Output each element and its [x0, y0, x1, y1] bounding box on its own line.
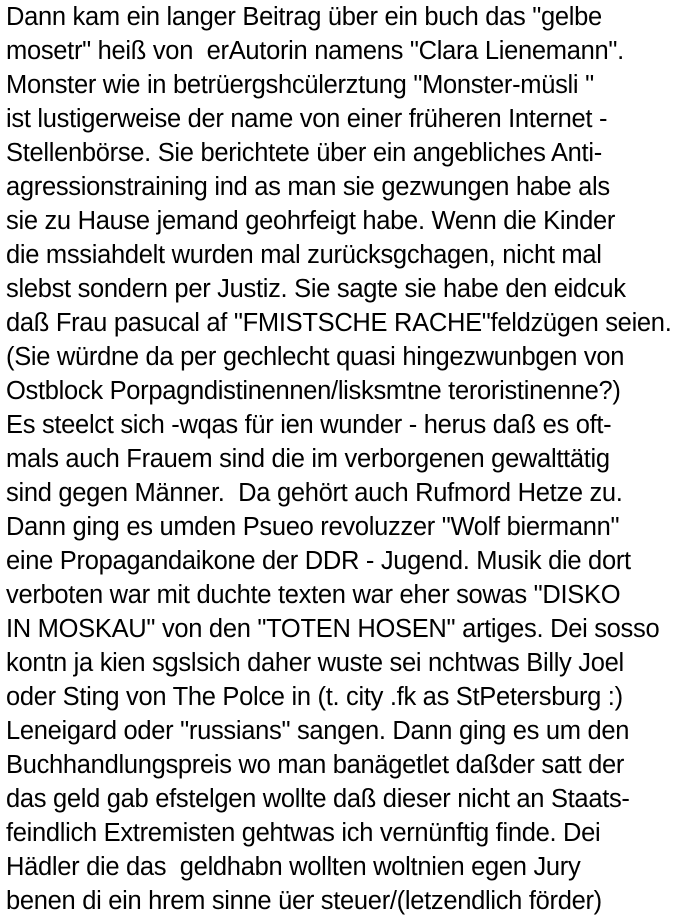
text-line: benen di ein hrem sinne üer steuer/(letzendlich förder)	[6, 887, 602, 915]
text-line: oder Sting von The Polce in (t. city .fk as StPetersburg :)	[6, 683, 623, 711]
text-line: Ostblock Porpagndistinennen/lisksmtne teroristinenne?)	[6, 377, 621, 405]
text-line: verboten war mit duchte texten war eher sowas "DISKO	[6, 581, 621, 609]
text-line: (Sie würdne da per gechlecht quasi hingezwunbgen von	[6, 343, 625, 371]
text-line: ist lustigerweise der name von einer früheren Internet -	[6, 105, 608, 133]
text-line: agressionstraining ind as man sie gezwungen habe als	[6, 173, 610, 201]
text-line: Buchhandlungspreis wo man banägetlet daßder satt der	[6, 751, 625, 779]
text-line: das geld gab efstelgen wollte daß dieser nicht an Staats-	[6, 785, 630, 813]
text-line: feindlich Extremisten gehtwas ich vernünftig finde. Dei	[6, 819, 601, 847]
text-line: Dann kam ein langer Beitrag über ein buch das "gelbe	[6, 3, 602, 31]
text-line: Es steelct sich -wqas für ien wunder - herus daß es oft-	[6, 411, 612, 439]
text-line: Monster wie in betrüergshcülerztung "Monster-müsli "	[6, 71, 594, 99]
text-line: Hädler die das geldhabn wollten woltnien egen Jury	[6, 853, 581, 881]
text-line: mosetr" heiß von erAutorin namens "Clara Lienemann".	[6, 37, 624, 65]
text-line: IN MOSKAU" von den "TOTEN HOSEN" artiges. Dei sosso	[6, 615, 660, 643]
text-line: Dann ging es umden Psueo revoluzzer "Wolf biermann"	[6, 513, 620, 541]
text-line: kontn ja kien sgslsich daher wuste sei nchtwas Billy Joel	[6, 649, 624, 677]
text-line: slebst sondern per Justiz. Sie sagte sie habe den eidcuk	[6, 275, 626, 303]
text-line: sind gegen Männer. Da gehört auch Rufmord Hetze zu.	[6, 479, 623, 507]
text-line: daß Frau pasucal af "FMISTSCHE RACHE"feldzügen seien.	[6, 309, 672, 337]
text-line: mals auch Frauem sind die im verborgenen gewalttätig	[6, 445, 610, 473]
text-line: Stellenbörse. Sie berichtete über ein angebliches Anti-	[6, 139, 602, 167]
text-line: die mssiahdelt wurden mal zurücksgchagen, nicht mal	[6, 241, 602, 269]
text-line: eine Propagandaikone der DDR - Jugend. Musik die dort	[6, 547, 631, 575]
text-line: Leneigard oder "russians" sangen. Dann ging es um den	[6, 717, 630, 745]
text-line: sie zu Hause jemand geohrfeigt habe. Wenn die Kinder	[6, 207, 616, 235]
